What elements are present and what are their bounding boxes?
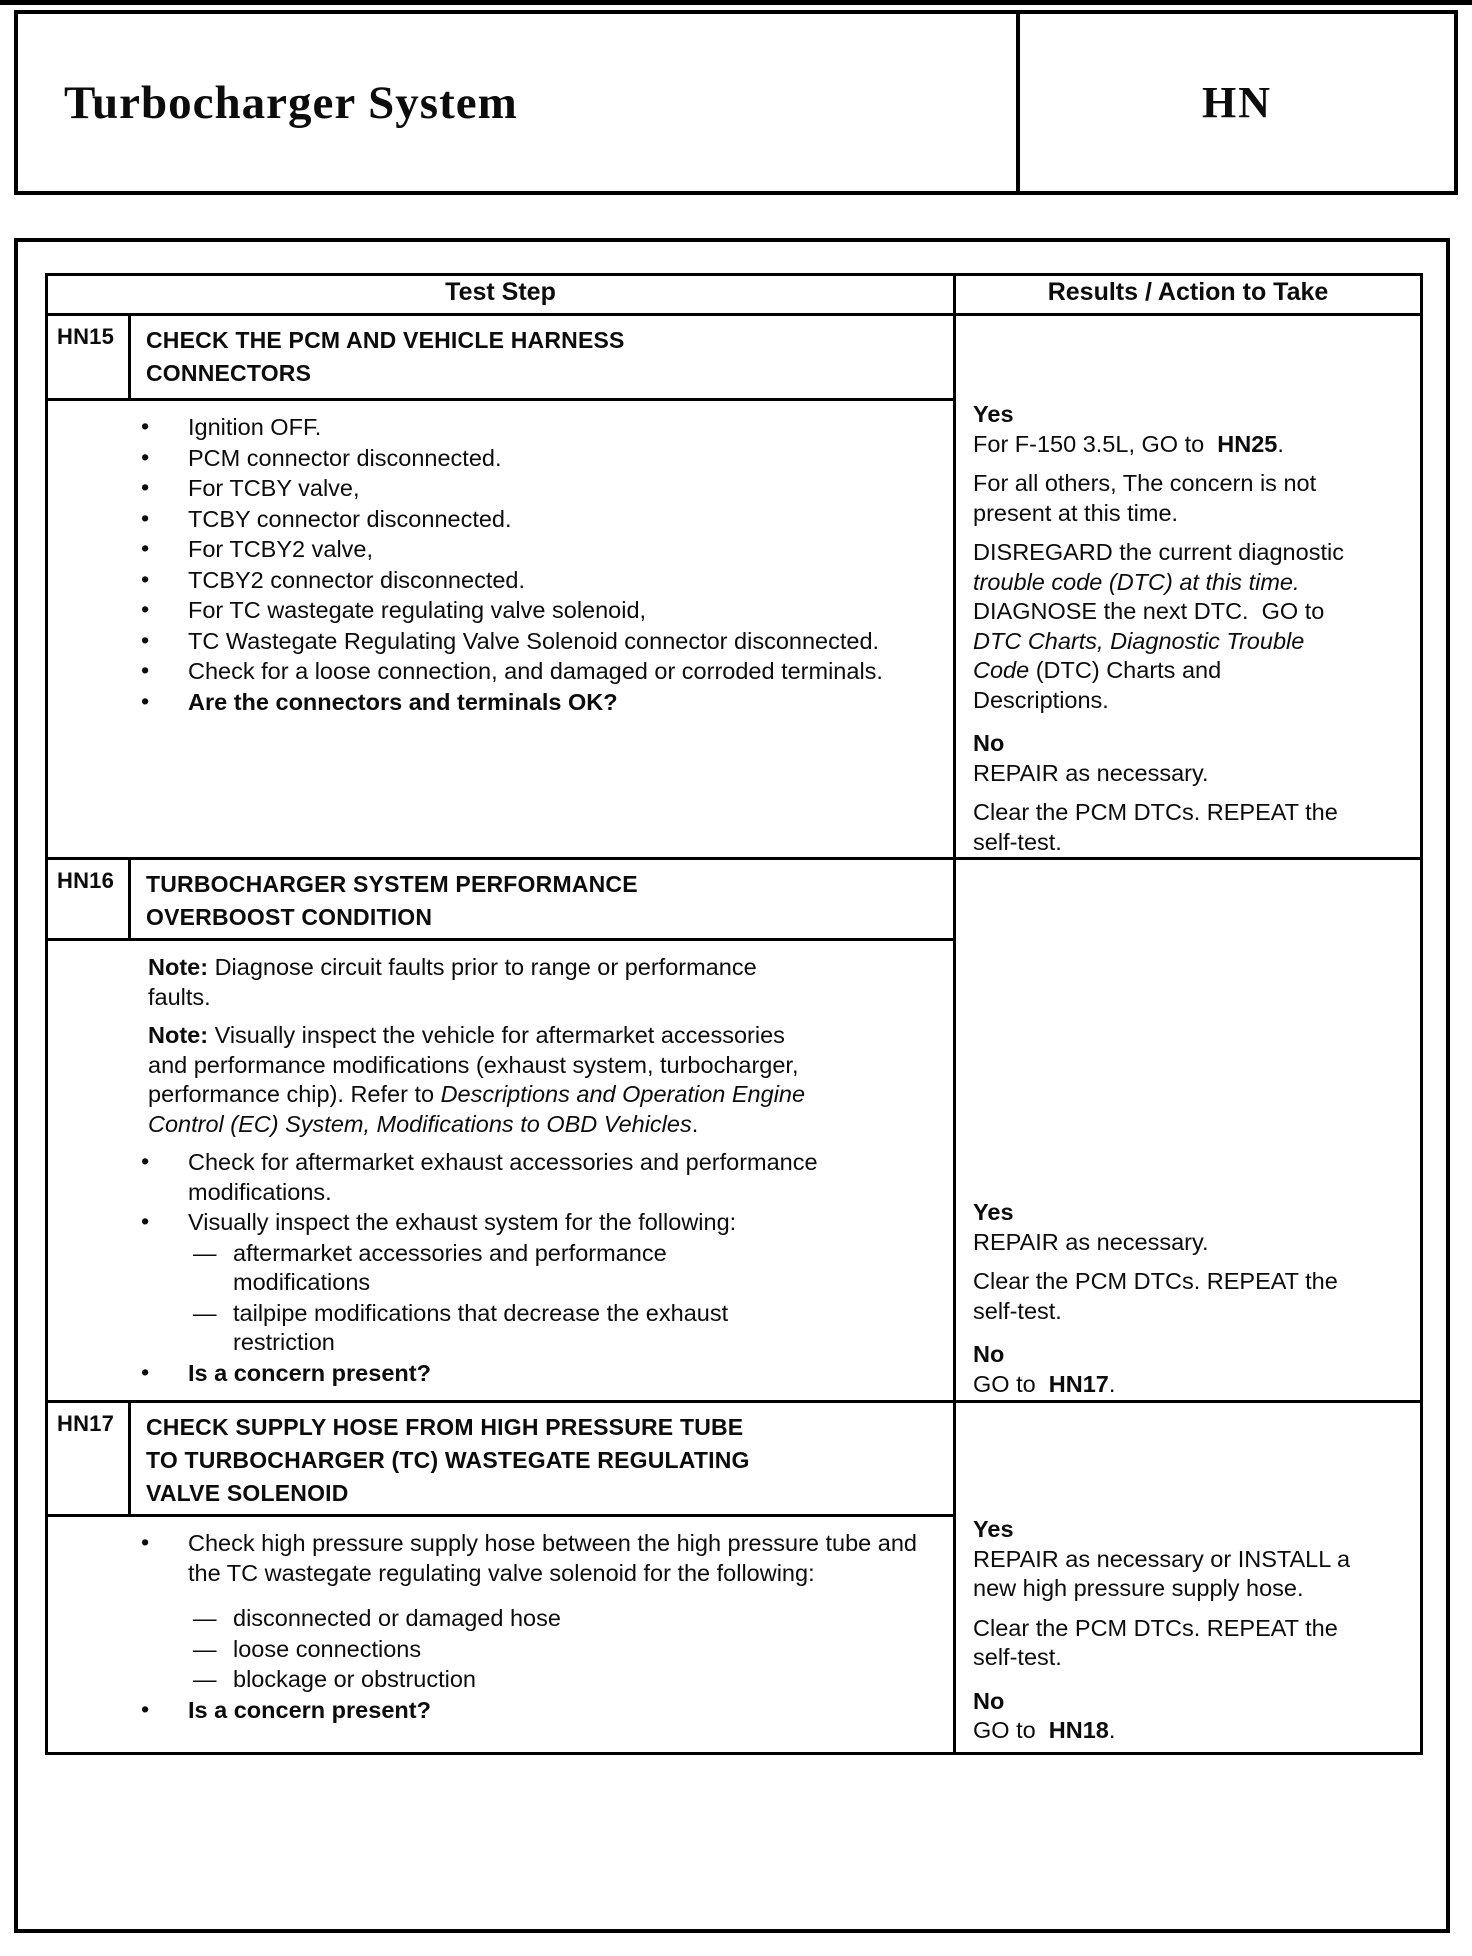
result-paragraph (973, 538, 1355, 715)
bullet-item (48, 474, 918, 504)
text-segment: blockage or obstruction (233, 1666, 476, 1692)
test-body-cell (47, 400, 955, 859)
result-paragraph (973, 1614, 1355, 1673)
text-segment: REPAIR as necessary or INSTALL a new high pressure supply hose. (973, 1545, 1351, 1601)
text-segment: tailpipe modifications that decrease the exhaust restriction (233, 1299, 729, 1355)
result-block-no (973, 729, 1410, 857)
text-segment: HN25 (1217, 430, 1278, 457)
result-block-no (973, 1340, 1410, 1399)
text-segment: Descriptions and Operation (440, 1081, 726, 1107)
text-segment: . (1277, 430, 1284, 457)
bullet-item (48, 535, 918, 565)
test-title-row-HN17 (47, 1402, 1422, 1516)
result-paragraph (973, 430, 1355, 460)
text-segment: Check for a loose connection, and damaged or corroded terminals. (188, 658, 883, 685)
text-segment: Are the connectors and terminals OK? (188, 688, 618, 715)
text-segment: DTC Charts, Diagnostic Trouble Code (973, 627, 1305, 683)
test-title-line: OVERBOOST CONDITION (146, 904, 433, 930)
bullet-item (48, 566, 918, 596)
bullet-marker: • (141, 565, 150, 592)
text-segment: PCM connector disconnected. (188, 444, 502, 471)
bullet-marker: • (141, 1529, 150, 1555)
bullet-item (48, 688, 918, 718)
bullet-marker: • (141, 626, 150, 653)
bullet-item (48, 1696, 918, 1726)
test-id-cell: HN15 (47, 315, 130, 400)
test-title-row-HN16 (47, 859, 1422, 940)
text-segment: For TCBY2 valve, (188, 536, 374, 563)
table-header-row (47, 275, 1422, 315)
bullet-marker: • (141, 504, 150, 531)
result-label: No (973, 730, 1005, 756)
bullet-item (48, 1529, 918, 1588)
column-header-test-step: Test Step (47, 275, 955, 315)
page-title: Turbocharger System (64, 76, 518, 129)
note-item (148, 953, 816, 1012)
text-segment: loose connections (233, 1635, 422, 1662)
text-segment: Visually inspect the vehicle for aftermarket accessories and performance modifications (exhaust system, turbocharger, performance chip). Refer to (148, 1022, 799, 1107)
test-title-line: VALVE SOLENOID (146, 1480, 349, 1506)
section-code: HN (1202, 78, 1272, 127)
text-segment: aftermarket accessories and performance modifications (233, 1239, 667, 1295)
dash-marker: — (193, 1605, 217, 1631)
text-segment: . (1108, 1717, 1116, 1743)
bullet-marker: • (141, 1148, 150, 1174)
test-title-cell (130, 859, 955, 940)
bullet-item (48, 413, 918, 443)
bullet-marker: • (141, 657, 150, 684)
text-segment: Clear the PCM DTCs. REPEAT the self-test. (973, 799, 1338, 855)
result-paragraph (973, 1716, 1355, 1746)
text-segment: TC Wastegate Regulating Valve Solenoid connector disconnected. (188, 627, 880, 654)
dash-marker: — (193, 1635, 217, 1662)
test-title-cell (130, 315, 955, 400)
bullet-marker: • (141, 687, 150, 714)
text-segment: GO to (973, 1370, 1049, 1397)
result-paragraph (973, 759, 1355, 789)
result-block-yes (973, 1515, 1410, 1673)
bullet-item (48, 1359, 918, 1389)
test-results-cell (955, 1402, 1422, 1754)
note-item (148, 1021, 816, 1139)
result-label: Yes (973, 1516, 1014, 1542)
test-title-line: TO TURBOCHARGER (TC) WASTEGATE REGULATING (146, 1447, 750, 1473)
test-results-cell (955, 315, 1422, 859)
results-content (956, 860, 1420, 1399)
text-segment: Clear the PCM DTCs. REPEAT the self-test. (973, 1268, 1338, 1324)
result-paragraph (973, 1545, 1355, 1604)
dash-marker: — (193, 1239, 217, 1266)
test-title-line: CONNECTORS (146, 360, 312, 386)
result-label: No (973, 1341, 1005, 1367)
result-paragraph (973, 1228, 1355, 1258)
text-segment: TCBY connector disconnected. (188, 505, 512, 532)
test-title-line: CHECK THE PCM AND VEHICLE HARNESS (146, 327, 625, 353)
bullet-marker: • (141, 535, 150, 562)
text-segment: GO to (973, 1717, 1049, 1743)
dash-item (48, 1665, 738, 1695)
bullet-item (48, 596, 918, 626)
pinpoint-test-table (45, 273, 1423, 1755)
bullet-item (48, 1208, 918, 1238)
results-content (956, 1403, 1420, 1746)
text-segment: Is a concern present? (188, 1359, 431, 1386)
text-segment: For F-150 3.5L, GO to (973, 430, 1218, 457)
pinpoint-tests (47, 315, 1422, 1754)
column-header-results: Results / Action to Take (955, 275, 1422, 315)
result-label: No (973, 1687, 1005, 1714)
text-segment: trouble code (DTC) at this time. (973, 568, 1300, 595)
text-segment: . (691, 1110, 699, 1137)
text-segment: Is a concern present? (188, 1696, 431, 1723)
text-segment: . (1108, 1370, 1116, 1397)
header-title-cell (18, 14, 1020, 191)
results-content (956, 316, 1420, 857)
text-segment: Note: (148, 1022, 209, 1048)
bullet-marker: • (141, 1208, 150, 1234)
text-segment: REPAIR as necessary. (973, 1228, 1209, 1255)
bullet-marker: • (141, 596, 150, 623)
dash-marker: — (193, 1299, 217, 1326)
text-segment: Engine Control (EC) System, Modifications to OBD Vehicles (148, 1081, 806, 1137)
test-title-row-HN15 (47, 315, 1422, 400)
text-segment: Ignition OFF. (188, 414, 322, 441)
text-segment: TCBY2 connector disconnected. (188, 566, 526, 593)
test-results-cell (955, 859, 1422, 1402)
page-header-box (14, 10, 1458, 195)
result-paragraph (973, 1370, 1355, 1400)
text-segment: Check for aftermarket exhaust accessories and performance modifications. (188, 1149, 818, 1205)
bullet-marker: • (141, 413, 150, 440)
result-block-no (973, 1687, 1410, 1746)
result-paragraph (973, 1267, 1355, 1326)
bullet-marker: • (141, 1358, 150, 1385)
text-segment: Check high pressure supply hose between the high pressure tube and the TC wastegate regulating valve solenoid for the following: (188, 1530, 917, 1586)
test-title-cell (130, 1402, 955, 1516)
text-segment: disconnected or damaged hose (233, 1605, 561, 1631)
text-segment: REPAIR as necessary. (973, 759, 1209, 786)
bullet-marker: • (141, 443, 150, 470)
bullet-item (48, 505, 918, 535)
text-segment: HN17 (1048, 1370, 1109, 1397)
dash-item (48, 1299, 738, 1358)
bullet-item (48, 1148, 918, 1207)
test-title-line: TURBOCHARGER SYSTEM PERFORMANCE (146, 871, 638, 897)
result-paragraph (973, 469, 1355, 528)
bullet-marker: • (141, 474, 150, 501)
result-paragraph (973, 798, 1355, 857)
text-segment: (DTC) Charts and Descriptions. (973, 657, 1222, 713)
text-segment: Note: (148, 954, 209, 980)
dash-item (48, 1635, 738, 1665)
text-segment: HN18 (1048, 1717, 1109, 1743)
text-segment: For all others, The concern is not present at this time. (973, 470, 1317, 526)
bullet-marker: • (141, 1695, 150, 1722)
content-box (14, 238, 1450, 1933)
text-segment: For TC wastegate regulating valve solenoid, (188, 597, 647, 624)
test-id-cell: HN16 (47, 859, 130, 940)
dash-marker: — (193, 1666, 217, 1692)
test-body-cell (47, 1516, 955, 1754)
text-segment: DISREGARD the current diagnostic (973, 539, 1344, 565)
bullet-item (48, 444, 918, 474)
text-segment: DIAGNOSE the next DTC. GO to (973, 598, 1325, 624)
header-code-cell (1020, 14, 1454, 191)
result-label: Yes (973, 1199, 1014, 1225)
result-block-yes (973, 400, 1410, 715)
text-segment: Diagnose circuit faults prior to range or performance faults. (148, 954, 757, 1010)
dash-item (48, 1239, 738, 1298)
dash-item (48, 1604, 738, 1634)
text-segment: Clear the PCM DTCs. REPEAT the self-test. (973, 1614, 1338, 1670)
result-label: Yes (973, 401, 1014, 427)
scan-edge-artifact (0, 0, 1472, 5)
result-block-yes (973, 1198, 1410, 1326)
text-segment: For TCBY valve, (188, 475, 360, 502)
test-title-line: CHECK SUPPLY HOSE FROM HIGH PRESSURE TUBE (146, 1414, 744, 1440)
bullet-item (48, 657, 918, 687)
test-id-cell: HN17 (47, 1402, 130, 1516)
bullet-item (48, 627, 918, 657)
text-segment: Visually inspect the exhaust system for the following: (188, 1209, 737, 1235)
test-body-cell (47, 940, 955, 1402)
